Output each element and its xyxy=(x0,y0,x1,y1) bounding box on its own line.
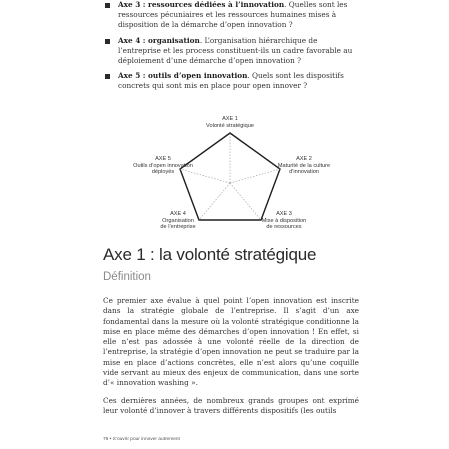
axe-title: AXE 4 xyxy=(170,211,186,217)
bullet-text xyxy=(118,0,358,31)
subsection-heading: Définition xyxy=(103,271,151,283)
bullet-axe-5 xyxy=(103,71,358,91)
axe-desc: Mise à disposition xyxy=(261,217,307,224)
bullet-text xyxy=(118,36,358,67)
axe-title: AXE 1 xyxy=(222,116,238,122)
label-axe-2 xyxy=(274,156,334,176)
bullet-axe-4 xyxy=(103,36,358,67)
bullet-axe-3 xyxy=(103,0,358,31)
body-text xyxy=(103,296,359,423)
page-footer: 76 • S’ouvrir pour innover autrement xyxy=(103,437,180,442)
square-bullet-icon xyxy=(105,74,110,79)
bullet-body: . Quelles sont les ressources pécuniaires et les ressources humaines mises à disposition de la démarche d’open innovation ? xyxy=(118,0,348,30)
axe-desc: Maturité de la culture xyxy=(277,162,331,169)
pentagon-axes-diagram xyxy=(133,110,331,250)
axe-title: AXE 2 xyxy=(296,156,312,162)
label-axe-1 xyxy=(200,116,260,129)
bullet-bold-label: Axe 3 : ressources dédiées à l’innovation xyxy=(118,0,285,9)
section-heading: Axe 1 : la volonté stratégique xyxy=(103,245,317,264)
bullet-bold-label: Axe 5 : outils d’open innovation xyxy=(118,71,248,81)
axe-title: AXE 5 xyxy=(155,156,171,162)
square-bullet-icon xyxy=(105,39,110,44)
bullet-body: . L’organisation hiérarchique de l’entreprise et les process constituent-ils un cadre favorable au déploiement d’une démarche d’open innovation ? xyxy=(118,35,353,66)
spoke-axe-2 xyxy=(230,169,280,183)
axe-desc: déployés xyxy=(151,169,175,176)
axe-desc: Outils d’open innovation xyxy=(133,162,193,169)
label-axe-4 xyxy=(148,211,208,231)
paragraph: Ces dernières années, de nombreux grands groupes ont exprimé leur volonté d’innover à travers différents dispositifs (les outils xyxy=(103,395,359,415)
label-axe-5 xyxy=(130,156,196,176)
bullet-text xyxy=(118,71,358,91)
axe-desc: de ressources xyxy=(266,224,302,231)
label-axe-3 xyxy=(254,211,314,231)
axe-title: AXE 3 xyxy=(276,211,292,217)
bullet-bold-label: Axe 4 : organisation xyxy=(118,35,200,45)
bullet-body: . Quels sont les dispositifs concrets qui sont mis en place pour open innover ? xyxy=(118,71,344,91)
axe-desc: d’innovation xyxy=(289,169,319,176)
axe-desc: Organisation xyxy=(162,217,194,224)
axes-bullet-list xyxy=(103,0,358,97)
axe-desc: de l’entreprise xyxy=(160,224,196,231)
square-bullet-icon xyxy=(105,3,110,8)
axe-desc: Volonté stratégique xyxy=(206,122,254,129)
paragraph: Ce premier axe évalue à quel point l’open innovation est inscrite dans la stratégie globale de l’entreprise. Il s’agit d’un axe fondamental dans la mesure où la volonté stratégique conditionne la mise en place même des démarches d’open innovation ! En effet, si elle n’est pas adossée à une volonté réelle de la direction de l’entreprise, la stratégie d’open innovation ne peut se traduire par la mise en place d’actions concrètes, elle n’est alors qu’une coquille vide servant au mieux des enjeux de communication, dans une sorte d’« innovation washing ». xyxy=(103,296,359,388)
